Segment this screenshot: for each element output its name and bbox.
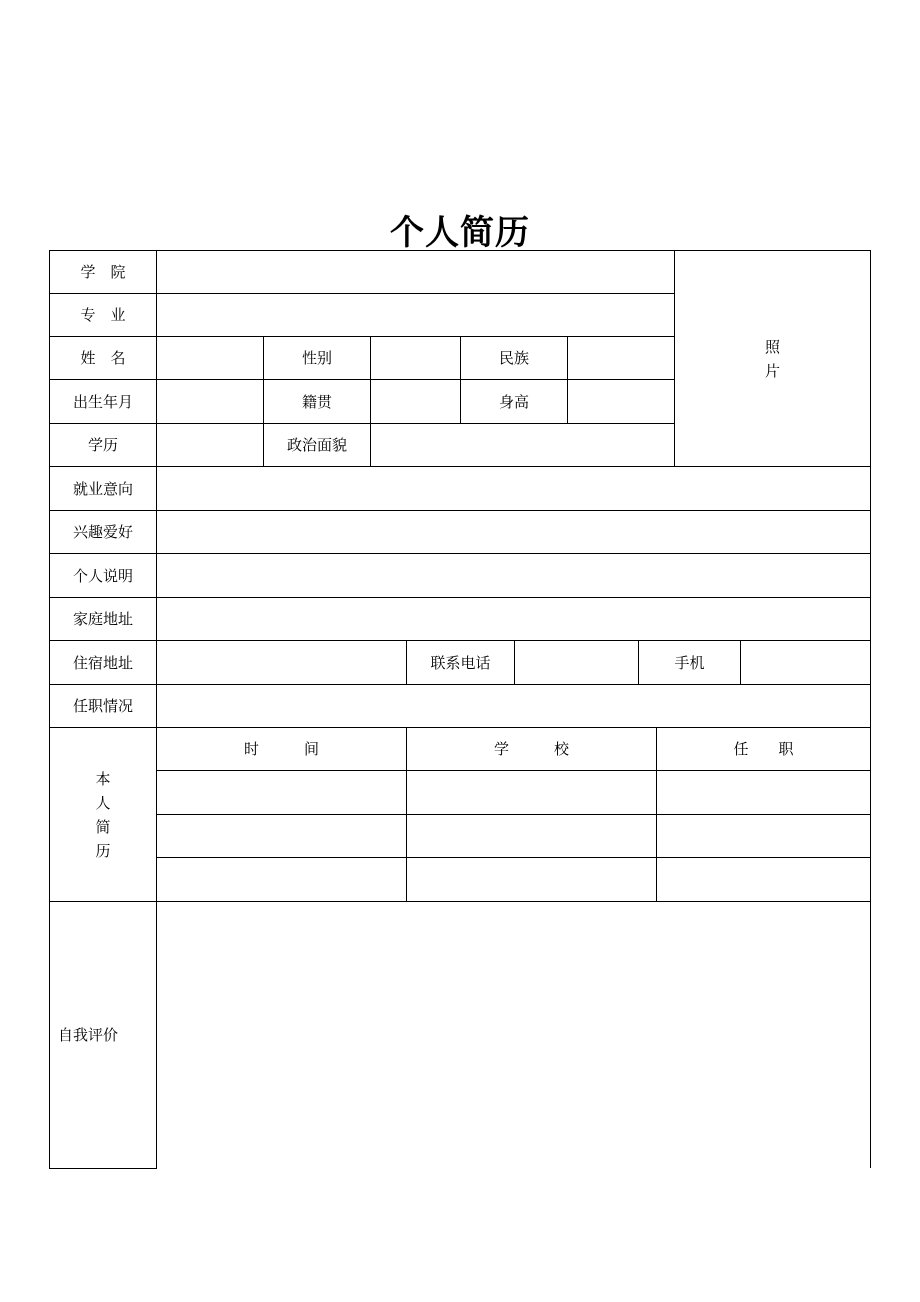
birth-label: 出生年月: [49, 379, 157, 424]
mobile-label: 手机: [638, 640, 741, 685]
ethnicity-field[interactable]: [567, 336, 675, 380]
lodging-address-label: 住宿地址: [49, 640, 157, 685]
education-label: 学历: [49, 423, 157, 467]
college-label: 学 院: [49, 250, 157, 294]
resume-cell[interactable]: [656, 814, 871, 858]
lodging-address-field[interactable]: [156, 640, 407, 685]
birth-field[interactable]: [156, 379, 264, 424]
resume-cell[interactable]: [156, 857, 407, 902]
native-place-label: 籍贯: [263, 379, 371, 424]
positions-held-label: 任职情况: [49, 684, 157, 728]
ethnicity-label: 民族: [460, 336, 568, 380]
contact-phone-label: 联系电话: [406, 640, 515, 685]
resume-cell[interactable]: [406, 814, 657, 858]
resume-label-line1: 本: [95, 769, 111, 788]
resume-cell[interactable]: [156, 814, 407, 858]
photo-label-line1: 照: [764, 337, 780, 356]
mobile-field[interactable]: [740, 640, 871, 685]
resume-label: [49, 727, 157, 902]
name-label: 姓 名: [49, 336, 157, 380]
hobbies-label: 兴趣爱好: [49, 510, 157, 554]
self-evaluation-label: 自我评价: [49, 901, 157, 1169]
college-field[interactable]: [156, 250, 675, 294]
resume-label-line4: 历: [95, 841, 111, 860]
gender-label: 性别: [263, 336, 371, 380]
page-title: 个人简历: [390, 213, 530, 253]
job-intention-field[interactable]: [156, 466, 871, 511]
home-address-field[interactable]: [156, 597, 871, 641]
native-place-field[interactable]: [370, 379, 461, 424]
photo-box[interactable]: [674, 250, 871, 467]
resume-cell[interactable]: [406, 770, 657, 815]
self-evaluation-field[interactable]: [156, 901, 871, 1168]
photo-label-line2: 片: [764, 361, 780, 380]
resume-cell[interactable]: [406, 857, 657, 902]
resume-header-time: 时 间: [156, 727, 407, 771]
education-field[interactable]: [156, 423, 264, 467]
resume-header-position: 任 职: [656, 727, 871, 771]
hobbies-field[interactable]: [156, 510, 871, 554]
personal-statement-field[interactable]: [156, 553, 871, 598]
name-field[interactable]: [156, 336, 264, 380]
resume-cell[interactable]: [656, 770, 871, 815]
resume-cell[interactable]: [156, 770, 407, 815]
personal-statement-label: 个人说明: [49, 553, 157, 598]
home-address-label: 家庭地址: [49, 597, 157, 641]
height-label: 身高: [460, 379, 568, 424]
major-field[interactable]: [156, 293, 675, 337]
height-field[interactable]: [567, 379, 675, 424]
political-status-field[interactable]: [370, 423, 675, 467]
political-status-label: 政治面貌: [263, 423, 371, 467]
job-intention-label: 就业意向: [49, 466, 157, 511]
gender-field[interactable]: [370, 336, 461, 380]
resume-cell[interactable]: [656, 857, 871, 902]
positions-held-field[interactable]: [156, 684, 871, 728]
resume-header-school: 学 校: [406, 727, 657, 771]
major-label: 专 业: [49, 293, 157, 337]
resume-label-line2: 人: [95, 793, 111, 812]
resume-label-line3: 简: [95, 817, 111, 836]
contact-phone-field[interactable]: [514, 640, 639, 685]
